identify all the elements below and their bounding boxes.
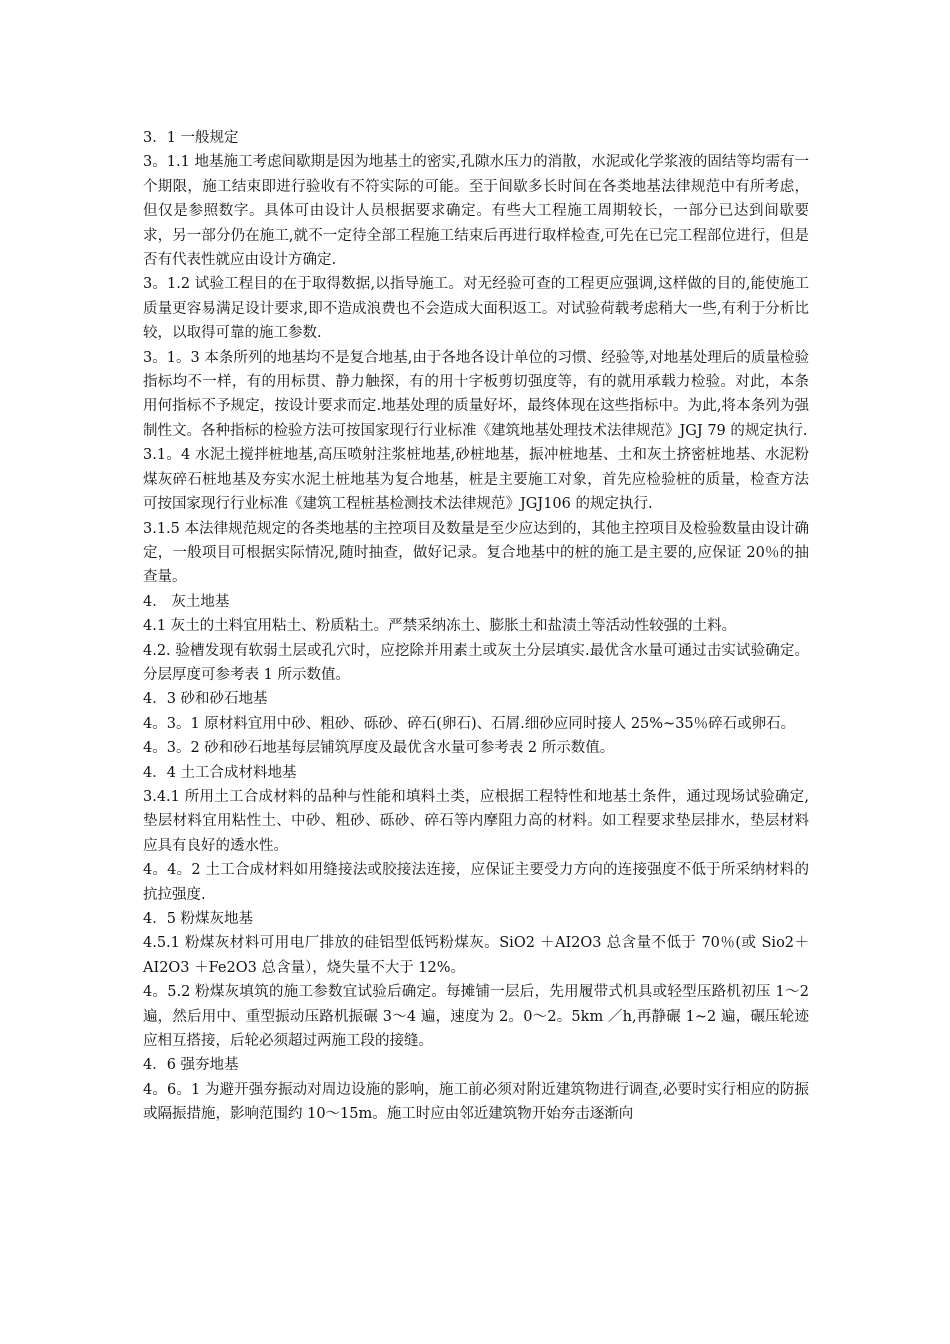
paragraph-4-1: 4.1 灰土的土料宜用粘土、粉质粘土。严禁采纳冻土、膨胀土和盐渍土等活动性较强的土料。 [143, 618, 737, 635]
paragraph-3-1-4: 3.1。4 水泥土搅拌桩地基,高压喷射注浆桩地基,砂桩地基，振冲桩地基、土和灰土挤密桩地基、水泥粉煤灰碎石桩地基及夯实水泥土桩地基为复合地基，桩是主要施工对象，首先应检验桩的质量，检查方法可按国家现行行业标准《建筑工程桩基检测技术法律规范》JGJ106 的规定执行. [143, 447, 809, 513]
paragraph-3-1-5: 3.1.5 本法律规范规定的各类地基的主控项目及数量是至少应达到的，其他主控项目及检验数量由设计确定，一般项目可根据实际情况,随时抽查，做好记录。复合地基中的桩的施工是主要的,应保证 20％的抽查量。 [143, 520, 809, 586]
paragraph-3-1-3: 3。1。3 本条所列的地基均不是复合地基,由于各地各设计单位的习惯、经验等,对地基处理后的质量检验指标均不一样，有的用标贯、静力触探，有的用十字板剪切强度等，有的就用承载力检验。对此，本条用何指标不予规定，按设计要求而定.地基处理的质量好坏，最终体现在这些指标中。为此,将本条列为强制性文。各种指标的检验方法可按国家现行行业标准《建筑地基处理技术法律规范》JGJ 79 的规定执行. [143, 349, 809, 439]
section-heading-4-6: 4．6 强夯地基 [143, 1057, 239, 1074]
paragraph-3-1-2: 3。1.2 试验工程目的在于取得数据,以指导施工。对无经验可查的工程更应强调,这样做的目的,能使施工质量更容易满足设计要求,即不造成浪费也不会造成大面积返工。对试验荷载考虑稍大一些,有利于分析比较，以取得可靠的施工参数. [143, 276, 809, 342]
paragraph-4-4-2: 4。4。2 土工合成材料如用缝接法或胶接法连接，应保证主要受力方向的连接强度不低于所采纳材料的抗拉强度. [143, 862, 809, 903]
section-heading-4-3: 4．3 砂和砂石地基 [143, 691, 268, 708]
paragraph-4-5-1: 4.5.1 粉煤灰材料可用电厂排放的硅铝型低钙粉煤灰。SiO2 ＋AI2O3 总含量不低于 70％(或 Sio2＋AI2O3 ＋Fe2O3 总含量），烧失量不大于 12%。 [143, 935, 809, 976]
paragraph-3-1-1: 3。1.1 地基施工考虑间歇期是因为地基土的密实,孔隙水压力的消散，水泥或化学浆液的固结等均需有一个期限，施工结束即进行验收有不符实际的可能。至于间歇多长时间在各类地基法律规范中有所考虑，但仅是参照数字。具体可由设计人员根据要求确定。有些大工程施工周期较长，一部分已达到间歇要求，另一部分仍在施工,就不一定待全部工程施工结束后再进行取样检查,可先在已完工程部位进行，但是否有代表性就应由设计方确定. [143, 154, 809, 269]
paragraph-4-2: 4.2. 验槽发现有软弱土层或孔穴时，应挖除并用素土或灰土分层填实.最优含水量可通过击实试验确定。分层厚度可参考表 1 所示数值。 [143, 642, 809, 683]
section-heading-4-5: 4．5 粉煤灰地基 [143, 911, 254, 927]
paragraph-4-6-1: 4。6。1 为避开强夯振动对周边设施的影响，施工前必须对附近建筑物进行调查,必要时实行相应的防振或隔振措施，影响范围约 10～15m。施工时应由邻近建筑物开始夯击逐渐向 [143, 1081, 809, 1123]
section-heading-4-4: 4．4 土工合成材料地基 [143, 764, 297, 781]
paragraph-4-3-2: 4。3。2 砂和砂石地基每层铺筑厚度及最优含水量可参考表 2 所示数值。 [143, 740, 615, 757]
paragraph-4-3-1: 4。3。1 原材料宜用中砂、粗砂、砾砂、碎石(卵石)、石屑.细砂应同时接人 25%~35％碎石或卵石。 [143, 715, 796, 732]
paragraph-3-4-1: 3.4.1 所用土工合成材料的品种与性能和填料土类，应根据工程特性和地基土条件，通过现场试验确定,垫层材料宜用粘性土、中砂、粗砂、砾砂、碎石等内摩阻力高的材料。如工程要求垫层排水，垫层材料应具有良好的透水性。 [143, 788, 809, 854]
paragraph-4-5-2: 4。5.2 粉煤灰填筑的施工参数宜试验后确定。每摊铺一层后，先用履带式机具或轻型压路机初压 1～2 遍，然后用中、重型振动压路机振碾 3～4 遍，速度为 2。0～2。5km ／h,再静碾 1~2 遍，碾压轮迹应相互搭接，后轮必须超过两施工段的接缝。 [143, 984, 809, 1050]
section-heading-3-1: 3．1 一般规定 [143, 130, 239, 146]
section-heading-4: 4． 灰土地基 [143, 593, 230, 610]
document-body [143, 126, 809, 1127]
